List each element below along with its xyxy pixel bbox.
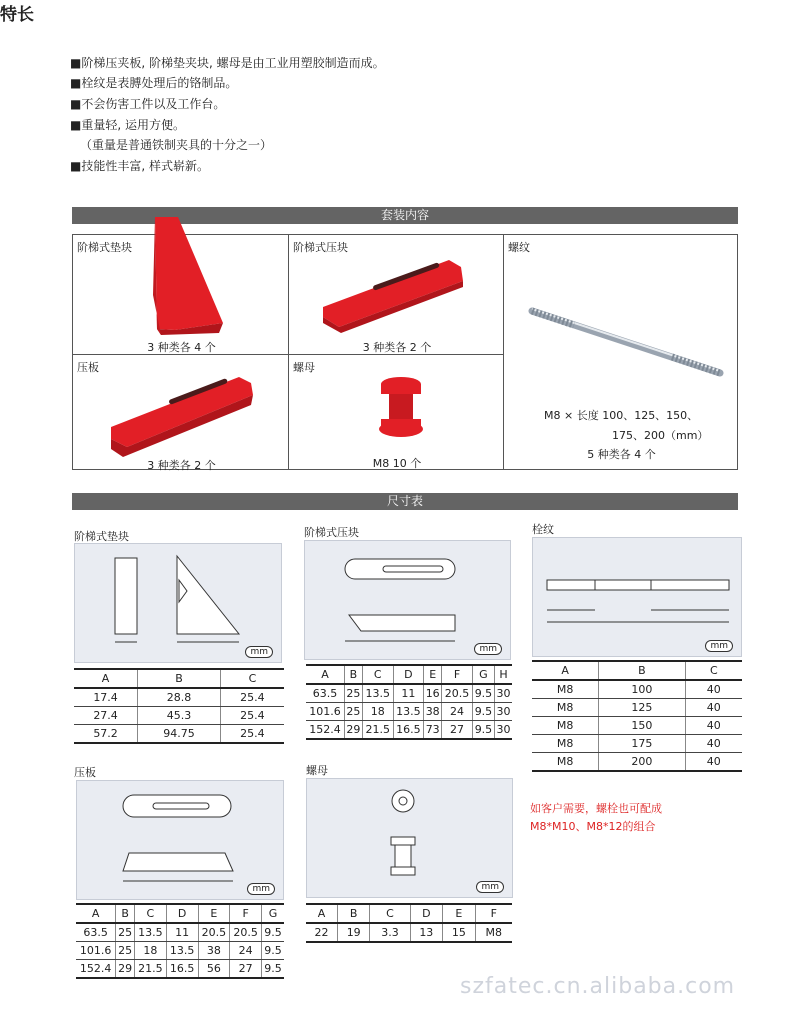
table-cell: 152.4 xyxy=(76,960,116,979)
table-cell: 29 xyxy=(344,721,362,740)
table-row xyxy=(306,923,512,942)
kit-cell-nut xyxy=(288,354,504,470)
kit-cell-label: 压板 xyxy=(77,361,99,374)
table-cell: 30 xyxy=(495,721,512,740)
table-cell: 25 xyxy=(116,923,135,942)
note-line: 如客户需要，螺栓也可配成 xyxy=(530,802,662,815)
table-header-cell: A xyxy=(74,669,138,688)
table-cell: 40 xyxy=(685,717,742,735)
table-cell: M8 xyxy=(532,717,599,735)
table-cell: 16 xyxy=(424,684,442,703)
table-header-cell: B xyxy=(337,904,370,923)
table-cell: 20.5 xyxy=(442,684,473,703)
table-cell: 13.5 xyxy=(362,684,393,703)
table-cell: 28.8 xyxy=(138,688,221,707)
unit-badge: mm xyxy=(247,883,275,895)
table-cell: M8 xyxy=(532,680,599,699)
kit-cell-step-block xyxy=(72,234,289,355)
table-cell: 11 xyxy=(166,923,198,942)
table-cell: 3.3 xyxy=(370,923,410,942)
table-cell: 20.5 xyxy=(198,923,230,942)
table-header-cell: B xyxy=(116,904,135,923)
table-header-cell: G xyxy=(262,904,284,923)
kit-cell-label: 阶梯式压块 xyxy=(293,241,348,254)
table-cell: 19 xyxy=(337,923,370,942)
dim-title-stud: 栓纹 xyxy=(532,523,554,536)
dim-title-step-clamp: 阶梯式压块 xyxy=(304,526,359,539)
kit-cell-step-clamp xyxy=(288,234,504,355)
table-cell: 13.5 xyxy=(135,923,167,942)
table-cell: 9.5 xyxy=(262,942,284,960)
dim-title-nut: 螺母 xyxy=(306,764,328,777)
nut-image xyxy=(289,355,505,471)
table-cell: M8 xyxy=(532,753,599,772)
table-cell: 30 xyxy=(495,684,512,703)
table-cell: 57.2 xyxy=(74,725,138,744)
table-cell: 29 xyxy=(116,960,135,979)
table-cell: 94.75 xyxy=(138,725,221,744)
table-cell: 125 xyxy=(599,699,685,717)
kit-cell-caption: 3 种类各 2 个 xyxy=(147,459,216,472)
table-cell: 21.5 xyxy=(362,721,393,740)
stud-table xyxy=(532,660,742,772)
table-header-cell: D xyxy=(410,904,443,923)
unit-badge: mm xyxy=(245,646,273,658)
table-row xyxy=(532,699,742,717)
table-cell: 13.5 xyxy=(166,942,198,960)
table-cell: 45.3 xyxy=(138,707,221,725)
table-header-cell: A xyxy=(306,904,337,923)
table-header-cell: F xyxy=(475,904,512,923)
table-header-cell: G xyxy=(472,665,494,684)
table-cell: 15 xyxy=(443,923,476,942)
table-cell: 25 xyxy=(344,703,362,721)
table-cell: 38 xyxy=(424,703,442,721)
note-line: M8*M10、M8*12的组合 xyxy=(530,820,656,833)
table-cell: 16.5 xyxy=(166,960,198,979)
features-title: 特长 xyxy=(0,5,34,25)
table-cell: 101.6 xyxy=(76,942,116,960)
watermark: szfatec.cn.alibaba.com xyxy=(460,974,736,999)
feature-note: （重量是普通铁制夹具的十分之一） xyxy=(80,138,273,152)
feature-item: ■重量轻, 运用方便。 xyxy=(70,118,185,132)
kit-cell-label: 螺母 xyxy=(293,361,315,374)
table-row xyxy=(306,721,512,740)
table-header-cell: A xyxy=(306,665,344,684)
table-cell: 38 xyxy=(198,942,230,960)
table-cell: 25 xyxy=(116,942,135,960)
table-row xyxy=(76,923,284,942)
stud-drawing xyxy=(532,537,742,657)
table-cell: M8 xyxy=(532,699,599,717)
table-cell: 9.5 xyxy=(472,721,494,740)
dims-header: 尺寸表 xyxy=(72,493,738,510)
kit-cell-caption: 175、200（mm） xyxy=(612,429,709,442)
table-cell: 56 xyxy=(198,960,230,979)
table-cell: 11 xyxy=(393,684,424,703)
table-cell: 24 xyxy=(442,703,473,721)
kit-cell-label: 阶梯式垫块 xyxy=(77,241,132,254)
table-cell: M8 xyxy=(475,923,512,942)
table-cell: 73 xyxy=(424,721,442,740)
kit-cell-plate xyxy=(72,354,289,470)
kit-cell-caption: 3 种类各 4 个 xyxy=(147,341,216,354)
unit-badge: mm xyxy=(476,881,504,893)
unit-badge: mm xyxy=(705,640,733,652)
table-row xyxy=(76,942,284,960)
table-row xyxy=(532,717,742,735)
unit-badge: mm xyxy=(474,643,502,655)
table-header-cell: A xyxy=(532,661,599,680)
table-header-cell: B xyxy=(344,665,362,684)
plate-image xyxy=(73,355,290,471)
nut-table xyxy=(306,903,512,943)
plate-table xyxy=(76,903,284,979)
kit-cell-caption: M8 × 长度 100、125、150、 xyxy=(544,409,699,422)
dim-title-plate: 压板 xyxy=(74,766,96,779)
kit-cell-caption: 5 种类各 4 个 xyxy=(587,448,656,461)
step-clamp-table xyxy=(306,664,512,740)
table-cell: 40 xyxy=(685,753,742,772)
table-cell: 100 xyxy=(599,680,685,699)
plate-drawing xyxy=(76,780,284,900)
table-cell: 40 xyxy=(685,680,742,699)
table-cell: 150 xyxy=(599,717,685,735)
table-header-cell: F xyxy=(230,904,262,923)
table-cell: 25.4 xyxy=(220,688,284,707)
dim-title-step-block: 阶梯式垫块 xyxy=(74,530,129,543)
step-clamp-image xyxy=(289,235,505,356)
kit-cell-caption: 3 种类各 2 个 xyxy=(362,341,432,354)
table-header-cell: C xyxy=(220,669,284,688)
table-header-cell: C xyxy=(135,904,167,923)
table-header-cell: B xyxy=(138,669,221,688)
table-row xyxy=(306,703,512,721)
table-cell: 25.4 xyxy=(220,725,284,744)
table-row xyxy=(532,735,742,753)
table-row xyxy=(76,960,284,979)
table-cell: 22 xyxy=(306,923,337,942)
table-cell: 175 xyxy=(599,735,685,753)
step-block-drawing xyxy=(74,543,282,663)
table-cell: 16.5 xyxy=(393,721,424,740)
table-header-cell: D xyxy=(166,904,198,923)
table-cell: 13 xyxy=(410,923,443,942)
step-block-image xyxy=(73,235,290,356)
table-cell: 40 xyxy=(685,735,742,753)
table-header-cell: C xyxy=(685,661,742,680)
step-block-table xyxy=(74,668,284,744)
custom-note xyxy=(530,800,662,836)
table-cell: 17.4 xyxy=(74,688,138,707)
table-header-cell: E xyxy=(198,904,230,923)
nut-drawing xyxy=(306,778,513,898)
table-cell: 200 xyxy=(599,753,685,772)
table-cell: 101.6 xyxy=(306,703,344,721)
kit-cell-label: 螺纹 xyxy=(508,241,530,254)
kit-cell-caption: M8 10 个 xyxy=(372,457,422,470)
table-header-cell: B xyxy=(599,661,685,680)
table-row xyxy=(74,707,284,725)
table-cell: 9.5 xyxy=(472,684,494,703)
table-header-cell: D xyxy=(393,665,424,684)
table-cell: 27.4 xyxy=(74,707,138,725)
feature-item: ■阶梯压夹板, 阶梯垫夹块, 螺母是由工业用塑胶制造而成。 xyxy=(70,56,385,70)
table-cell: 30 xyxy=(495,703,512,721)
table-header-cell: C xyxy=(362,665,393,684)
table-row xyxy=(306,684,512,703)
table-cell: 27 xyxy=(230,960,262,979)
table-cell: 27 xyxy=(442,721,473,740)
table-row xyxy=(74,688,284,707)
table-cell: 20.5 xyxy=(230,923,262,942)
table-cell: 152.4 xyxy=(306,721,344,740)
table-cell: 24 xyxy=(230,942,262,960)
table-header-cell: F xyxy=(442,665,473,684)
feature-item: ■栓纹是表膊处理后的铬制品。 xyxy=(70,76,238,90)
table-cell: 21.5 xyxy=(135,960,167,979)
table-cell: 18 xyxy=(362,703,393,721)
table-row xyxy=(532,680,742,699)
table-cell: 9.5 xyxy=(262,923,284,942)
table-cell: M8 xyxy=(532,735,599,753)
table-row xyxy=(74,725,284,744)
feature-item: ■不会伤害工件以及工作台。 xyxy=(70,97,226,111)
step-clamp-drawing xyxy=(304,540,511,660)
table-header-cell: E xyxy=(443,904,476,923)
table-cell: 9.5 xyxy=(262,960,284,979)
table-cell: 25.4 xyxy=(220,707,284,725)
table-cell: 40 xyxy=(685,699,742,717)
kit-header: 套装内容 xyxy=(72,207,738,224)
table-cell: 63.5 xyxy=(306,684,344,703)
table-header-cell: C xyxy=(370,904,410,923)
table-cell: 18 xyxy=(135,942,167,960)
table-cell: 63.5 xyxy=(76,923,116,942)
table-cell: 13.5 xyxy=(393,703,424,721)
table-row xyxy=(532,753,742,772)
feature-item: ■技能性丰富, 样式崭新。 xyxy=(70,159,209,173)
table-cell: 9.5 xyxy=(472,703,494,721)
table-cell: 25 xyxy=(344,684,362,703)
table-header-cell: A xyxy=(76,904,116,923)
kit-cell-stud xyxy=(503,234,738,470)
table-header-cell: H xyxy=(495,665,512,684)
table-header-cell: E xyxy=(424,665,442,684)
